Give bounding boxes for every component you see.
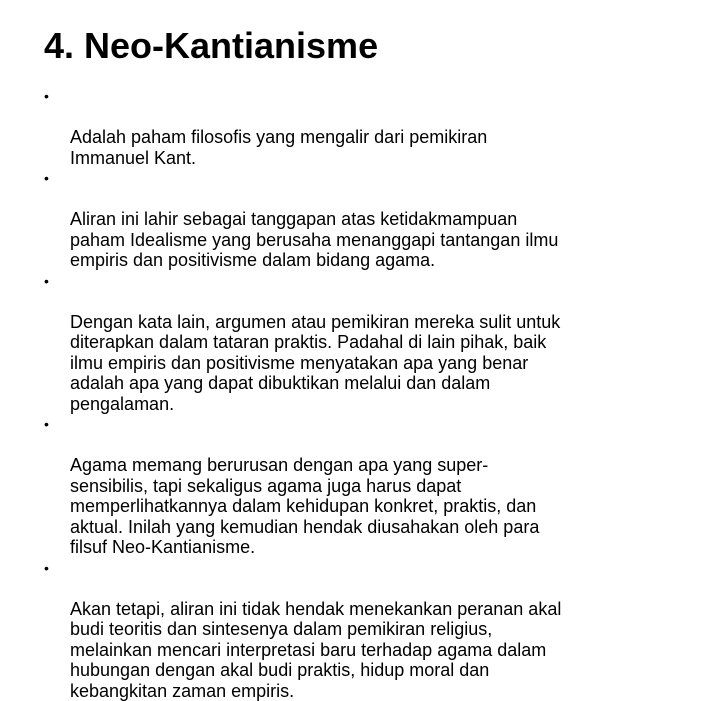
bullet-item (44, 558, 674, 701)
bullet-item (44, 271, 674, 415)
bullet-dot: • (44, 86, 49, 107)
bullet-item (44, 168, 674, 271)
bullet-text: Adalah paham filosofis yang mengalir dari pemikiran Immanuel Kant. (70, 127, 487, 168)
bullet-text: Aliran ini lahir sebagai tanggapan atas ketidakmampuan paham Idealisme yang berusaha menanggapi tantangan ilmu empiris dan positivisme dalam bidang agama. (70, 209, 558, 270)
bullet-item (44, 86, 674, 168)
bullet-dot: • (44, 558, 49, 579)
bullet-dot: • (44, 168, 49, 189)
slide-title: 4. Neo-Kantianisme (44, 24, 378, 68)
bullet-text: Dengan kata lain, argumen atau pemikiran mereka sulit untuk diterapkan dalam tataran praktis. Padahal di lain pihak, baik ilmu empiris dan positivisme menyatakan apa yang benar adalah apa yang dapat dibuktikan melalui dan dalam pengalaman. (70, 312, 560, 414)
bullet-text: Agama memang berurusan dengan apa yang super- sensibilis, tapi sekaligus agama juga harus dapat memperlihatkannya dalam kehidupan konkret, praktis, dan aktual. Inilah yang kemudian hendak diusahakan oleh para filsuf Neo-Kantianisme. (70, 455, 539, 557)
bullet-list (44, 86, 674, 701)
bullet-dot: • (44, 271, 49, 292)
bullet-text: Akan tetapi, aliran ini tidak hendak menekankan peranan akal budi teoritis dan sintesenya dalam pemikiran religius, melainkan mencari interpretasi baru terhadap agama dalam hubungan dengan akal budi praktis, hidup moral dan kebangkitan zaman empiris. (70, 599, 561, 701)
bullet-dot: • (44, 414, 49, 435)
bullet-item (44, 414, 674, 558)
